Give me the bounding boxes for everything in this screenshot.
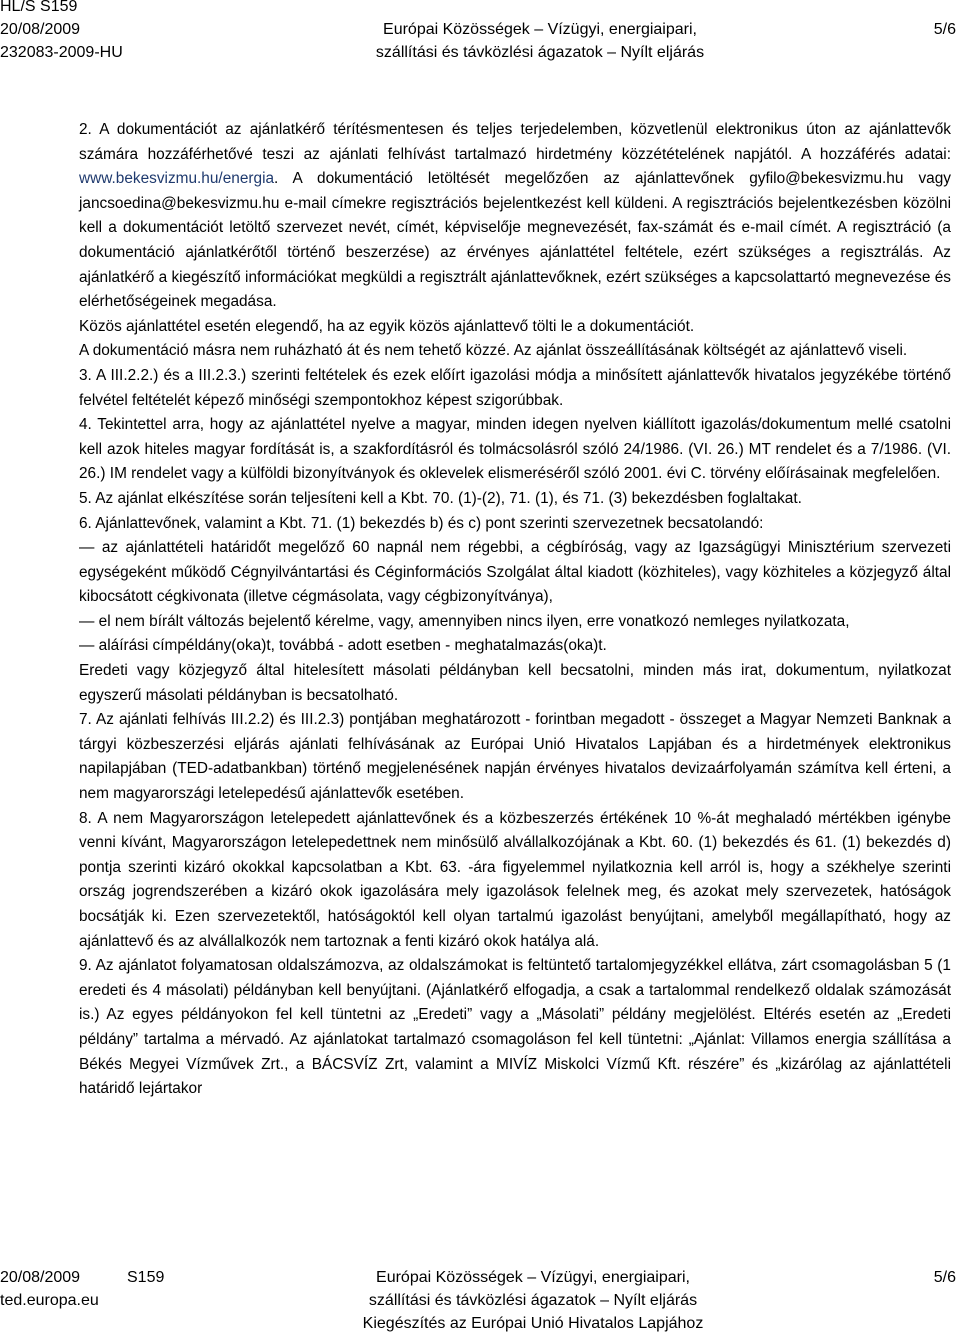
paragraph-6: 6. Ajánlattevőnek, valamint a Kbt. 71. (1) bekezdés b) és c) pont szerinti szervezetnek becsatolandó: [79, 514, 764, 532]
paragraph-6-item-b: — el nem bírált változás bejelentő kérelme, vagy, amennyiben nincs ilyen, erre vonatkozó nemleges nyilatkozata, [79, 612, 850, 630]
paragraph-2-joint-bid: Közös ajánlattétel esetén elegendő, ha az egyik közös ajánlattevő tölti le a dokumentációt. [79, 317, 695, 335]
paragraph-3: 3. A III.2.2.) és a III.2.3.) szerinti feltételek és ezek előírt igazolási módja a minősített ajánlattevők hivatalos jegyzékébe történő felvétel feltételét képező minőségi szempontokhoz képest szigorúbbak. [79, 366, 951, 409]
header-title-line1: Európai Közösségek – Vízügyi, energiaipari, [383, 21, 697, 38]
header-reference: 232083-2009-HU [0, 44, 123, 61]
footer-date: 20/08/2009 [0, 1269, 81, 1286]
access-url-link[interactable]: www.bekesvizmu.hu/energia [79, 170, 275, 188]
header-page-number: 5/6 [933, 21, 956, 38]
footer-title-line3: Kiegészítés az Európai Unió Hivatalos Lapjához [362, 1315, 704, 1332]
document-body [79, 118, 951, 1102]
footer-page-number: 5/6 [933, 1269, 956, 1286]
header-date: 20/08/2009 [0, 21, 81, 38]
footer-title-line1: Európai Közösségek – Vízügyi, energiaipari, [376, 1269, 690, 1286]
paragraph-7: 7. Az ajánlati felhívás III.2.2) és III.2.3) pontjában meghatározott - forintban megadott - összeget a Magyar Nemzeti Banknak a tárgyi közbeszerzési eljárás ajánlati felhívásának az Európai Unió Hivatalos Lapjában és a hirdetmények elektronikus napilapjában (TED-adatbankban) történő megjelenésének napján érvényes hivatalos devizaárfolyamán számítva kell érteni, a nem magyarországi letelepedésű ajánlattevők esetében. [79, 711, 951, 803]
footer-title-line2: szállítási és távközlési ágazatok – Nyílt eljárás [368, 1292, 698, 1309]
footer-series: S159 [127, 1269, 165, 1286]
header-doc-code: HL/S S159 [0, 0, 78, 15]
header-title-line2: szállítási és távközlési ágazatok – Nyílt eljárás [375, 44, 705, 61]
paragraph-2-transfer: A dokumentáció másra nem ruházható át és nem tehető közzé. Az ajánlat összeállításának költségét az ajánlattevő viseli. [79, 342, 908, 360]
paragraph-2-text-cont: . A dokumentáció letöltését megelőzően az ajánlattevőnek gyfilo@bekesvizmu.hu vagy jancsoedina@bekesvizmu.hu e-mail címekre regisztrációs bejelentkezést kell küldeni. A regisztrációs bejelentkezésben közölni kell a dokumentációt letöltő szervezet nevét, címét, képviselője megnevezését, fax-számát és e-mail címét. A regisztráció (a dokumentáció ajánlatkérőtől történő beszerzése) az érvényes ajánlattétel feltétele, ezért szükséges a regisztrálás. Az ajánlatkérő a kiegészítő információkat megküldi a regisztrált ajánlattevőknek, ezért szükséges a kapcsolattartó megnevezése és elérhetőségeinek megadása. [79, 170, 951, 311]
paragraph-2-text: 2. A dokumentációt az ajánlatkérő térítésmentesen és teljes terjedelemben, közvetlenül elektronikus úton az ajánlattevők számára hozzáférhetővé teszi az ajánlati felhívást tartalmazó hirdetmény közzétételének napjától. A hozzáférés adatai: [79, 121, 951, 163]
paragraph-5: 5. Az ajánlat elkészítése során teljesíteni kell a Kbt. 70. (1)-(2), 71. (1), és 71. (3) bekezdésben foglaltakat. [79, 489, 802, 507]
footer-site-link[interactable]: ted.europa.eu [0, 1292, 99, 1309]
paragraph-2 [79, 118, 951, 315]
paragraph-6-item-a: — az ajánlattételi határidőt megelőző 60 napnál nem régebbi, a cégbíróság, vagy az Igazságügyi Minisztérium szervezeti egységeként működő Cégnyilvántartási és Céginformációs Szolgálat által kiadott (közhiteles), vagy közhiteles a közjegyző által kibocsátott cégkivonata (illetve cégmásolata, vagy cégbizonyítványa), [79, 539, 951, 606]
paragraph-8: 8. A nem Magyarországon letelepedett ajánlattevőnek és a közbeszerzés értékének 10 %-át meghaladó mértékben igénybe venni kívánt, Magyarországon letelepedettnek nem minősülő alvállalkozójának a Kbt. 60. (1) bekezdés és 61. (1) bekezdés d) pontja szerinti kizáró okokkal kapcsolatban a Kbt. 63. -ára figyelemmel nyilatkoznia kell arról is, hogy a székhelye szerinti ország jogrendszerében a kizáró okok igazolására mely igazolások felelnek meg, és azokat mely szervezetek, hatóságok bocsátják ki. Ezen szervezetektől, hatóságoktól kell olyan tartalmú igazolást benyújtani, amelyből megállapítható, hogy az ajánlattevő és az alvállalkozók nem tartoznak a fenti kizáró okok hatálya alá. [79, 809, 951, 950]
paragraph-4: 4. Tekintettel arra, hogy az ajánlattétel nyelve a magyar, minden idegen nyelven kiállított igazolás/dokumentum mellé csatolni kell azok hiteles magyar fordítását is, a szakfordításról és tolmácsolásról szóló 24/1986. (VI. 26.) MT rendelet és a 7/1986. (VI. 26.) IM rendelet vagy a külföldi bizonyítványok és oklevelek elismeréséről szóló 2001. évi C. törvény előírásainak megfelelően. [79, 416, 951, 483]
paragraph-6-item-c: — aláírási címpéldány(oka)t, továbbá - adott esetben - meghatalmazás(oka)t. [79, 637, 607, 655]
paragraph-6-note: Eredeti vagy közjegyző által hitelesített másolati példányban kell becsatolni, minden más irat, dokumentum, nyilatkozat egyszerű másolati példányban is becsatolható. [79, 662, 951, 704]
paragraph-9: 9. Az ajánlatot folyamatosan oldalszámozva, az oldalszámokat is feltüntető tartalomjegyzékkel ellátva, zárt csomagolásban 5 (1 eredeti és 4 másolati) példányban kell benyújtani. (Ajánlatkérő elfogadja, a csak a tartalommal rendelkező oldalak számozását is.) Az egyes példányokon fel kell tüntetni az „Eredeti” vagy a „Másolati” példány megjelölést. Eltérés esetén az „Eredeti példány” tartalma a mérvadó. Az ajánlatokat tartalmazó csomagoláson fel kell tüntetni: „Ajánlat: Villamos energia szállítása a Békés Megyei Vízművek Zrt., a BÁCSVÍZ Zrt, valamint a MIVÍZ Miskolci Vízmű Kft. részére” és „kizárólag az ajánlattételi határidő lejártakor [79, 957, 951, 1098]
